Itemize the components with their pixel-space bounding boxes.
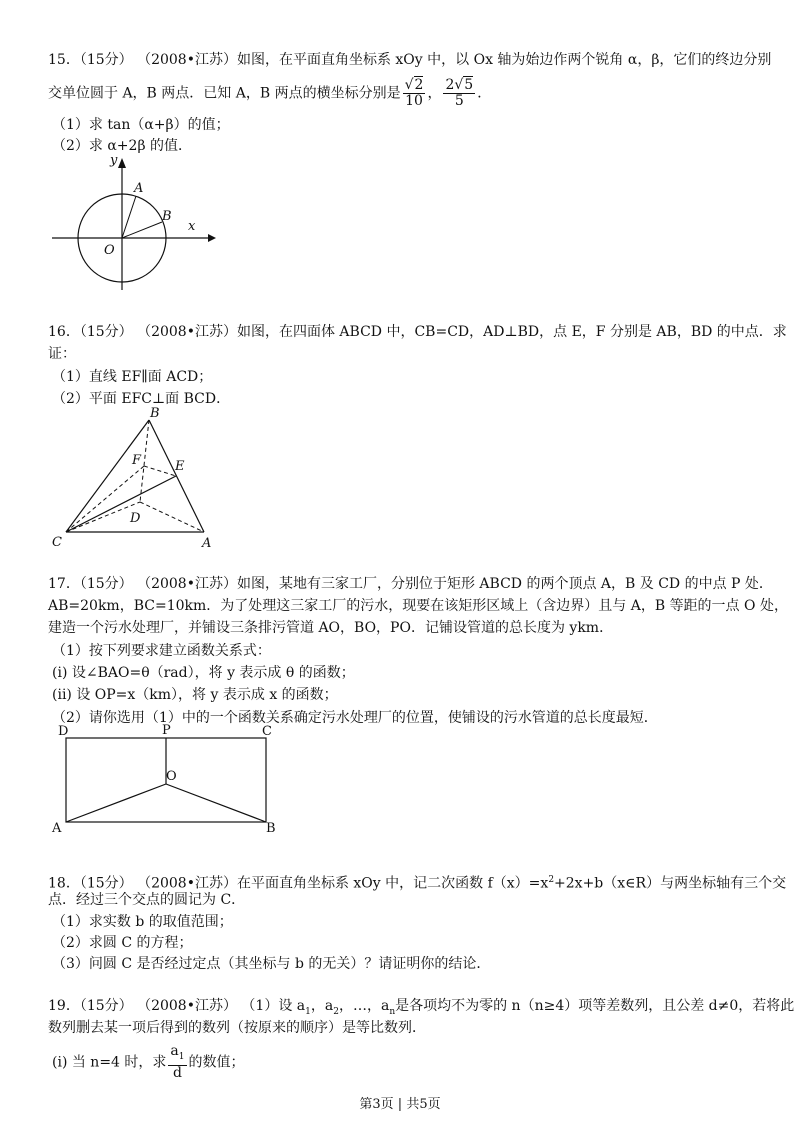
- q19-sub1: 1: [305, 1006, 311, 1017]
- label-B: B: [162, 209, 172, 224]
- q15-line1: 15．（15分） （2008•江苏）如图，在平面直角坐标系 xOy 中，以 Ox 轴为始边作两个锐角 α，β，它们的终边分别: [48, 52, 772, 68]
- pipe-BO: [166, 784, 266, 822]
- q18-line1-post: +2x+b（x∈R）与两坐标轴有三个交: [554, 875, 787, 892]
- q15-frac2-den: 5: [454, 93, 464, 109]
- label-B: B: [266, 821, 276, 834]
- x-axis-arrow: [208, 234, 216, 242]
- q18-line2: 点．经过三个交点的圆记为 C．: [48, 892, 246, 908]
- q19-line1-b: 是各项均不为零的 n（n≥4）项等差数列，且公差 d≠0，若将此: [395, 998, 795, 1014]
- ray-OB: [122, 222, 162, 238]
- q19-part-i: [52, 1044, 245, 1081]
- label-D: D: [130, 511, 141, 526]
- q17-line1: 17．（15分） （2008•江苏）如图，某地有三家工厂，分别位于矩形 ABCD 的两个顶点 A，B 及 CD 的中点 P 处．: [48, 576, 773, 592]
- q19-part-i-post: 的数值；: [188, 1054, 245, 1071]
- label-A: A: [134, 181, 144, 196]
- q15-frac1-num: 2: [414, 77, 424, 93]
- q19-part-i-pre: (i) 当 n=4 时，求: [52, 1054, 167, 1071]
- label-O: O: [104, 243, 115, 258]
- q17-part1-i: (i) 设∠BAO=θ（rad），将 y 表示成 θ 的函数；: [52, 665, 355, 681]
- q19-frac-den: d: [172, 1064, 182, 1081]
- q16-line1: 16．（15分） （2008•江苏）如图，在四面体 ABCD 中，CB=CD，AD⊥BD，点 E，F 分别是 AB，BD 的中点．求: [48, 324, 787, 340]
- label-C: C: [262, 724, 272, 739]
- q19-frac-a1-over-d: [168, 1044, 186, 1081]
- label-x: x: [188, 219, 196, 234]
- q15-frac-2sqrt5-over-5: $\frac{2√5}{5}$: [445, 77, 474, 109]
- q19-frac-num: a: [170, 1043, 179, 1059]
- label-A: A: [202, 536, 212, 551]
- q15-unit-circle-figure: [48, 150, 218, 295]
- q19-line2: 数列删去某一项后得到的数列（按原来的顺序）是等比数列．: [48, 1020, 426, 1036]
- q18-part3: （3）问圆 C 是否经过定点（其坐标与 b 的无关）？请证明你的结论．: [52, 956, 491, 972]
- q15-part1: （1）求 tan（α+β）的值；: [52, 117, 230, 133]
- label-O: O: [166, 769, 177, 784]
- q19-line1-a: 19．（15分） （2008•江苏） （1）设 a: [48, 998, 306, 1014]
- q16-tetrahedron-figure: [44, 404, 224, 552]
- q15-frac1-den: 10: [405, 93, 423, 109]
- q19-frac-num-sub: 1: [178, 1051, 185, 1062]
- q18-part2: （2）求圆 C 的方程；: [52, 935, 193, 951]
- q19-c2: ，…，a: [338, 998, 390, 1014]
- label-F: F: [132, 453, 142, 468]
- q18-line1-pre: 18．（15分） （2008•江苏）在平面直角坐标系 xOy 中，记二次函数 f（x）=x: [48, 875, 549, 892]
- q17-rectangle-figure: [44, 722, 290, 834]
- segment-FE: [144, 466, 176, 476]
- q15-frac2-rad: 5: [464, 77, 474, 93]
- q15-line2-end: ．: [477, 85, 492, 102]
- q18-part1: （1）求实数 b 的取值范围；: [52, 914, 233, 930]
- q15-comma: ，: [427, 85, 442, 102]
- label-C: C: [52, 535, 62, 550]
- q17-line2: AB=20km，BC=10km．为了处理这三家工厂的污水，现要在该矩形区域上（含边界）且与 A，B 等距的一点 O 处，: [48, 598, 788, 614]
- pipe-AO: [66, 784, 166, 822]
- label-y: y: [110, 153, 118, 168]
- label-D: D: [58, 724, 69, 739]
- label-P: P: [162, 723, 171, 738]
- q15-frac-sqrt2-over-10: $\frac{√2}{10}$: [404, 77, 424, 109]
- label-E: E: [175, 459, 185, 474]
- q17-part1: （1）按下列要求建立函数关系式：: [52, 643, 271, 659]
- q17-part1-ii: (ii) 设 OP=x（km），将 y 表示成 x 的函数；: [52, 687, 338, 703]
- q19-sub2: 2: [333, 1006, 339, 1017]
- q17-part2: （2）请你选用（1）中的一个函数关系确定污水处理厂的位置，使铺设的污水管道的总长度最短．: [52, 710, 658, 726]
- edge-BA: [149, 420, 204, 532]
- label-B: B: [150, 406, 160, 421]
- edge-DA: [140, 502, 204, 532]
- segment-CE: [66, 476, 176, 532]
- label-A: A: [52, 821, 62, 834]
- edge-BD: [140, 420, 149, 502]
- q16-part2: （2）平面 EFC⊥面 BCD．: [52, 391, 231, 407]
- page-footer: 第3页 | 共5页: [359, 1097, 441, 1112]
- q19-c1: ，a: [310, 998, 334, 1014]
- q15-line2: [48, 78, 491, 109]
- q17-line3: 建造一个污水处理厂，并铺设三条排污管道 AO，BO，PO．记铺设管道的总长度为 ykm．: [48, 620, 614, 636]
- q15-line2-text: 交单位圆于 A，B 两点．已知 A，B 两点的横坐标分别是: [48, 85, 401, 102]
- y-axis-arrow: [118, 158, 126, 168]
- q19-subn: n: [389, 1006, 396, 1017]
- q16-part1: （1）直线 EF∥面 ACD；: [52, 369, 213, 385]
- ray-OA: [122, 196, 136, 238]
- q15-part2: （2）求 α+2β 的值．: [52, 138, 192, 154]
- q15-frac2-coef: 2: [445, 77, 455, 93]
- q18-exponent: 2: [548, 875, 555, 885]
- q16-line2: 证：: [48, 346, 76, 362]
